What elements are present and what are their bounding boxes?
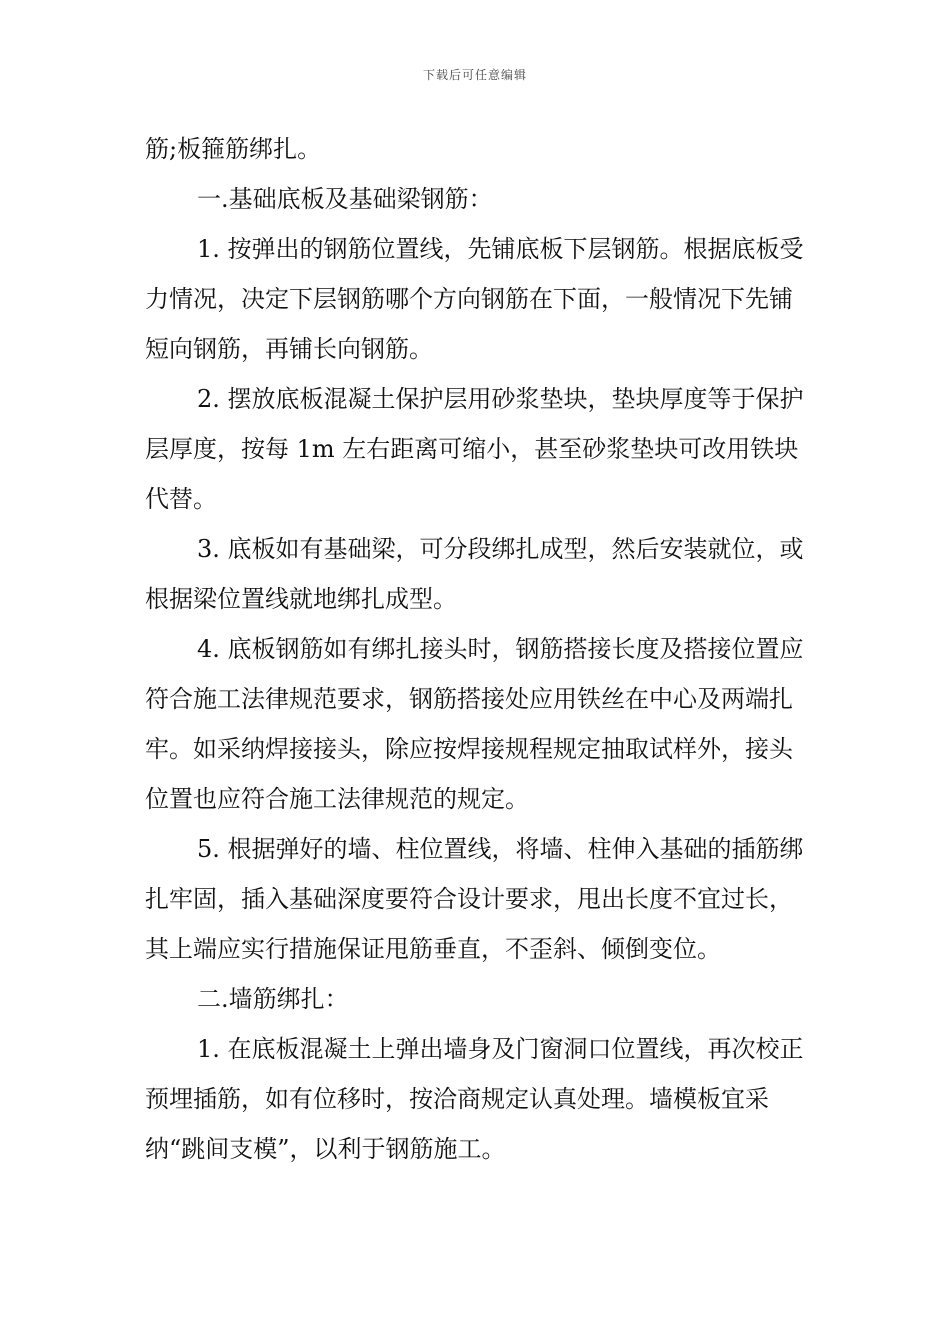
paragraph-wall-item-1: 1. 在底板混凝土上弹出墙身及门窗洞口位置线，再次校正预埋插筋，如有位移时，按洽商规定认真处理。墙模板宜采纳“跳间支模”，以利于钢筋施工。 [145,1035,804,1163]
paragraph-item-2: 2. 摆放底板混凝土保护层用砂浆垫块，垫块厚度等于保护层厚度，按每 1m 左右距离可缩小，甚至砂浆垫块可改用铁块代替。 [145,385,804,513]
section-heading-wall: 二.墙筋绑扎： [197,985,349,1013]
document-body [145,124,815,1174]
paragraph-item-1: 1. 按弹出的钢筋位置线，先铺底板下层钢筋。根据底板受力情况，决定下层钢筋哪个方向钢筋在下面，一般情况下先铺短向钢筋，再铺长向钢筋。 [145,235,804,363]
paragraph-continuation: 筋;板箍筋绑扎。 [145,135,322,163]
paragraph-item-4: 4. 底板钢筋如有绑扎接头时，钢筋搭接长度及搭接位置应符合施工法律规范要求，钢筋搭接处应用铁丝在中心及两端扎牢。如采纳焊接接头，除应按焊接规程规定抽取试样外，接头位置也应符合施工法律规范的规定。 [145,635,804,813]
paragraph-item-3: 3. 底板如有基础梁，可分段绑扎成型，然后安装就位，或根据梁位置线就地绑扎成型。 [145,535,804,613]
paragraph-item-5: 5. 根据弹好的墙、柱位置线，将墙、柱伸入基础的插筋绑扎牢固，插入基础深度要符合设计要求，甩出长度不宜过长，其上端应实行措施保证甩筋垂直，不歪斜、倾倒变位。 [145,835,804,963]
page-header: 下载后可任意编辑 [422,68,527,82]
section-heading-foundation: 一.基础底板及基础梁钢筋： [197,185,493,213]
